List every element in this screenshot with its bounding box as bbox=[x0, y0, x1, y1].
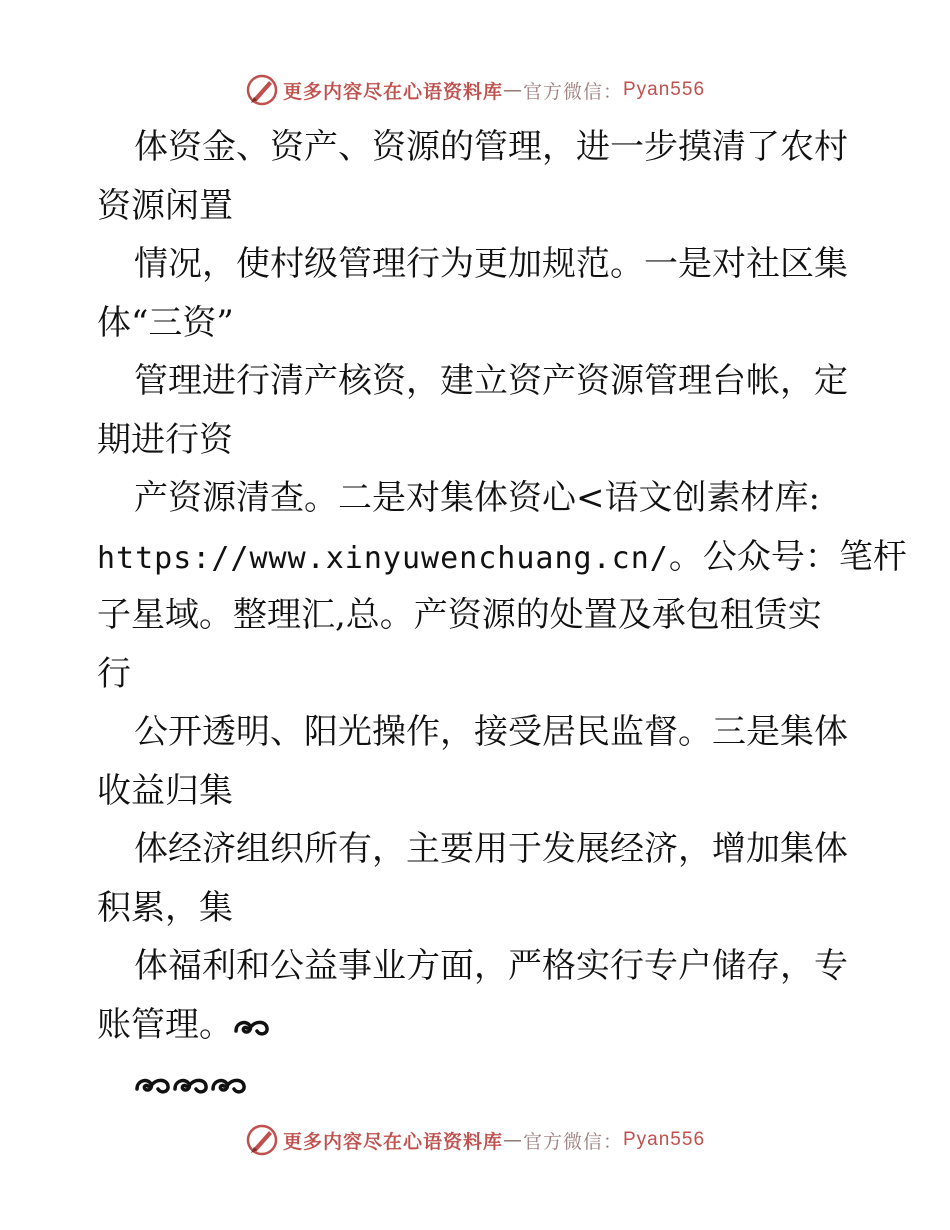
footer-wechat-label: 官方微信： bbox=[522, 1130, 623, 1153]
swirl-ornament-icon bbox=[233, 998, 271, 1020]
header-wechat-label: 官方微信： bbox=[522, 80, 623, 103]
swirl-ornament-icon bbox=[134, 1056, 172, 1078]
url-text: https://www.xinyuwenchuang.cn/ bbox=[97, 540, 669, 576]
text-line: 收益归集 bbox=[97, 770, 233, 811]
pen-logo-icon bbox=[245, 73, 279, 107]
text-line: 体“三资” bbox=[97, 302, 234, 343]
text-line: 情况，使村级管理行为更加规范。一是对社区集 bbox=[134, 244, 848, 284]
header-brand: 更多内容尽在心语资料库 bbox=[282, 80, 503, 103]
footer-brand: 更多内容尽在心语资料库 bbox=[282, 1130, 503, 1153]
text-fragment: 。公众号：笔杆 bbox=[668, 536, 907, 577]
header-dash: — bbox=[502, 79, 523, 101]
text-line: 产资源清查。二是对集体资心<语文创素材库: bbox=[134, 478, 820, 518]
text-line: 体资金、资产、资源的管理，进一步摸清了农村 bbox=[134, 127, 848, 167]
text-line: 体福利和公益事业方面，严格实行专户储存，专 bbox=[134, 946, 848, 986]
text-line: 子星域。整理汇,总。产资源的处置及承包租赁实 bbox=[97, 595, 822, 635]
text-line: 期进行资 bbox=[97, 419, 233, 460]
text-line: 体经济组织所有，主要用于发展经济，增加集体 bbox=[134, 829, 848, 869]
swirl-ornament-icon bbox=[172, 1056, 210, 1078]
text-line: 资源闲置 bbox=[97, 185, 233, 226]
text-line: 行 bbox=[97, 653, 131, 694]
text-line: 积累，集 bbox=[97, 887, 233, 928]
document-body bbox=[97, 118, 907, 1113]
pen-logo-icon bbox=[245, 1123, 279, 1157]
header-banner bbox=[0, 70, 950, 110]
text-line bbox=[97, 528, 907, 587]
footer-wechat-id: Pyan556 bbox=[623, 1129, 706, 1150]
ornament-row bbox=[97, 1054, 857, 1113]
footer-dash: — bbox=[502, 1129, 523, 1151]
text-line: 管理进行清产核资，建立资产资源管理台帐，定 bbox=[134, 361, 848, 401]
text-fragment: 账管理。 bbox=[97, 1004, 233, 1045]
text-line: 公开透明、阳光操作，接受居民监督。三是集体 bbox=[134, 712, 848, 752]
header-wechat-id: Pyan556 bbox=[623, 79, 706, 100]
swirl-ornament-icon bbox=[210, 1056, 248, 1078]
footer-banner bbox=[0, 1120, 950, 1160]
text-line bbox=[97, 996, 857, 1055]
